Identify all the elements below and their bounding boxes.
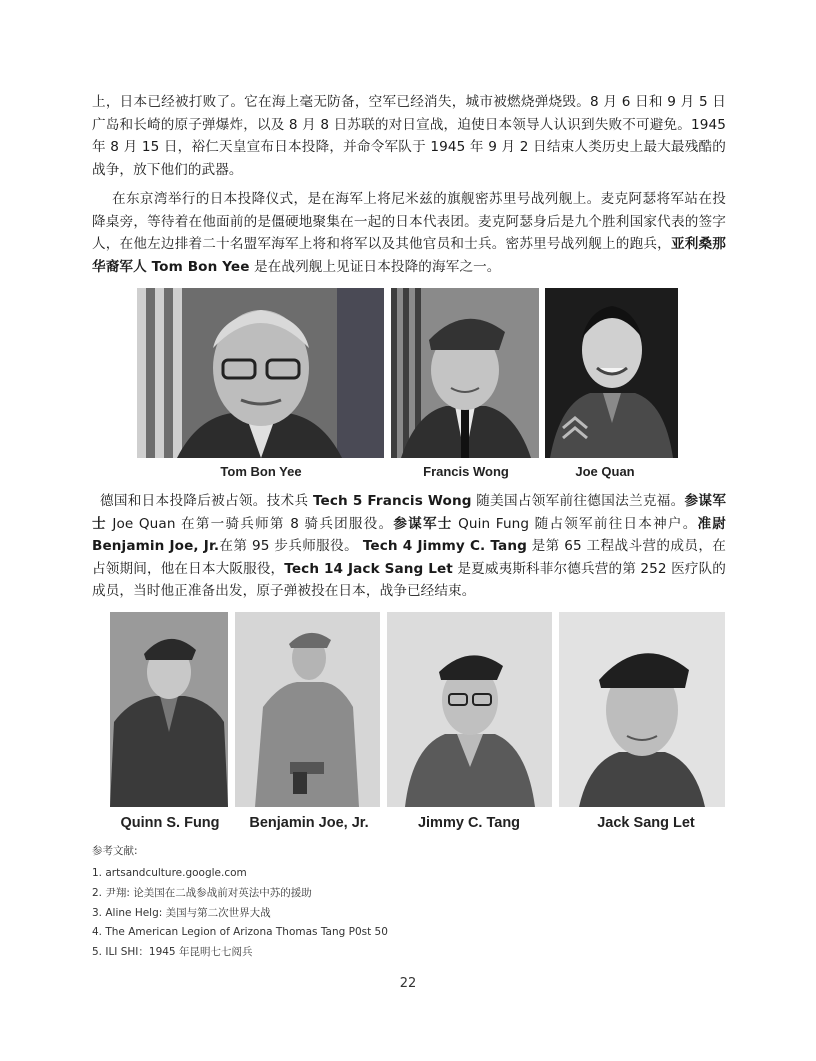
paragraph-text: 随美国占领军前往德国法兰克福。 bbox=[471, 493, 685, 509]
reference-item: 2. 尹翔: 论美国在二战参战前对英法中苏的援助 bbox=[92, 886, 312, 899]
caption-jack-sang-let: Jack Sang Let bbox=[597, 815, 695, 831]
bold-rank: 参谋军士 bbox=[92, 493, 727, 532]
photo-joe-quan bbox=[545, 288, 678, 458]
paragraph-text: Joe Quan 在第一骑兵师第 8 骑兵团服役。 bbox=[106, 515, 394, 532]
portrait-image bbox=[387, 612, 552, 807]
bold-name: Tech 5 Francis Wong bbox=[312, 493, 472, 509]
reference-item: 5. ILI SHI：1945 年昆明七七阅兵 bbox=[92, 946, 253, 959]
reference-item: 1. artsandculture.google.com bbox=[92, 867, 247, 879]
bold-name: Tech 14 Jack Sang Let bbox=[284, 560, 453, 577]
bold-rank: 准尉 bbox=[697, 515, 726, 532]
bold-rank: 参谋军士 bbox=[393, 515, 453, 532]
portrait-image bbox=[235, 612, 380, 807]
paragraph-text: 是在战列舰上见证日本投降的海军之一。 bbox=[249, 258, 501, 275]
paragraph-text: 德国和日本投降后被占领。技术兵 bbox=[100, 493, 313, 509]
paragraph-text: 是第 65 工程战斗营的成员，在占领期间，他在日本大阪服役， bbox=[92, 538, 727, 577]
page-number: 22 bbox=[399, 976, 417, 991]
caption-jimmy-c-tang: Jimmy C. Tang bbox=[417, 815, 521, 831]
paragraph-japan-defeat bbox=[92, 91, 726, 181]
paragraph-occupation bbox=[92, 490, 726, 603]
paragraph-surrender-ceremony bbox=[92, 188, 726, 278]
photo-tom-bon-yee bbox=[137, 288, 384, 458]
bold-name: Tech 4 Jimmy C. Tang bbox=[362, 538, 527, 555]
caption-quinn-s-fung: Quinn S. Fung bbox=[120, 815, 220, 831]
caption-tom-bon-yee: Tom Bon Yee bbox=[220, 464, 302, 479]
photo-jimmy-c-tang bbox=[387, 612, 552, 807]
photo-jack-sang-let bbox=[559, 612, 725, 807]
reference-item: 3. Aline Helg: 美国与第二次世界大战 bbox=[92, 906, 271, 919]
portrait-image bbox=[110, 612, 228, 807]
portrait-image bbox=[137, 288, 384, 458]
paragraph-text: 在东京湾举行的日本投降仪式，是在海军上将尼米兹的旗舰密苏里号战列舰上。麦克阿瑟将军站在投降桌旁，等待着在他面前的是僵硬地聚集在一起的日本代表团。麦克阿瑟身后是九个胜利国家代表的签字人，在他左边排着二十名盟军海军上将和将军以及其他官员和士兵。密苏里号战列舰上的跑兵， bbox=[92, 191, 726, 253]
portrait-image bbox=[545, 288, 678, 458]
bold-name: Benjamin Joe, Jr. bbox=[92, 538, 220, 555]
references bbox=[92, 843, 732, 964]
photo-benjamin-joe-jr bbox=[235, 612, 380, 807]
caption-francis-wong: Francis Wong bbox=[423, 464, 509, 479]
paragraph-text: 上，日本已经被打败了。它在海上毫无防备，空军已经消失，城市被燃烧弹烧毁。8 月 6 日和 9 月 5 日广岛和长崎的原子弹爆炸，以及 8 月 8 日苏联的对日宣战，迫使日本领导人认识到失败不可避免。1945 年 8 月 15 日，裕仁天皇宣布日本投降，并命令军队于 1945 年 9 月 2 日结束人类历史上最大最残酷的战争，放下他们的武器。 bbox=[92, 94, 726, 178]
paragraph-text: Quin Fung 随占领军前往日本神户。 bbox=[452, 515, 698, 532]
photo-francis-wong bbox=[391, 288, 539, 458]
caption-benjamin-joe-jr: Benjamin Joe, Jr. bbox=[249, 815, 369, 831]
reference-item: 4. The American Legion of Arizona Thomas Tang P0st 50 bbox=[92, 926, 388, 939]
references-title: 参考文献: bbox=[92, 845, 138, 857]
portrait-image bbox=[559, 612, 725, 807]
photo-quinn-s-fung bbox=[110, 612, 228, 807]
paragraph-text: 在第 95 步兵师服役。 bbox=[219, 538, 363, 555]
bold-name-tom-bon-yee: 亚利桑那华裔军人 Tom Bon Yee bbox=[92, 236, 726, 275]
caption-joe-quan: Joe Quan bbox=[575, 464, 635, 479]
paragraph-text: 是夏威夷斯科菲尔德兵营的第 252 医疗队的成员，当时他正准备出发，原子弹被投在日本，战争已经结束。 bbox=[92, 560, 727, 600]
portrait-image bbox=[391, 288, 539, 458]
